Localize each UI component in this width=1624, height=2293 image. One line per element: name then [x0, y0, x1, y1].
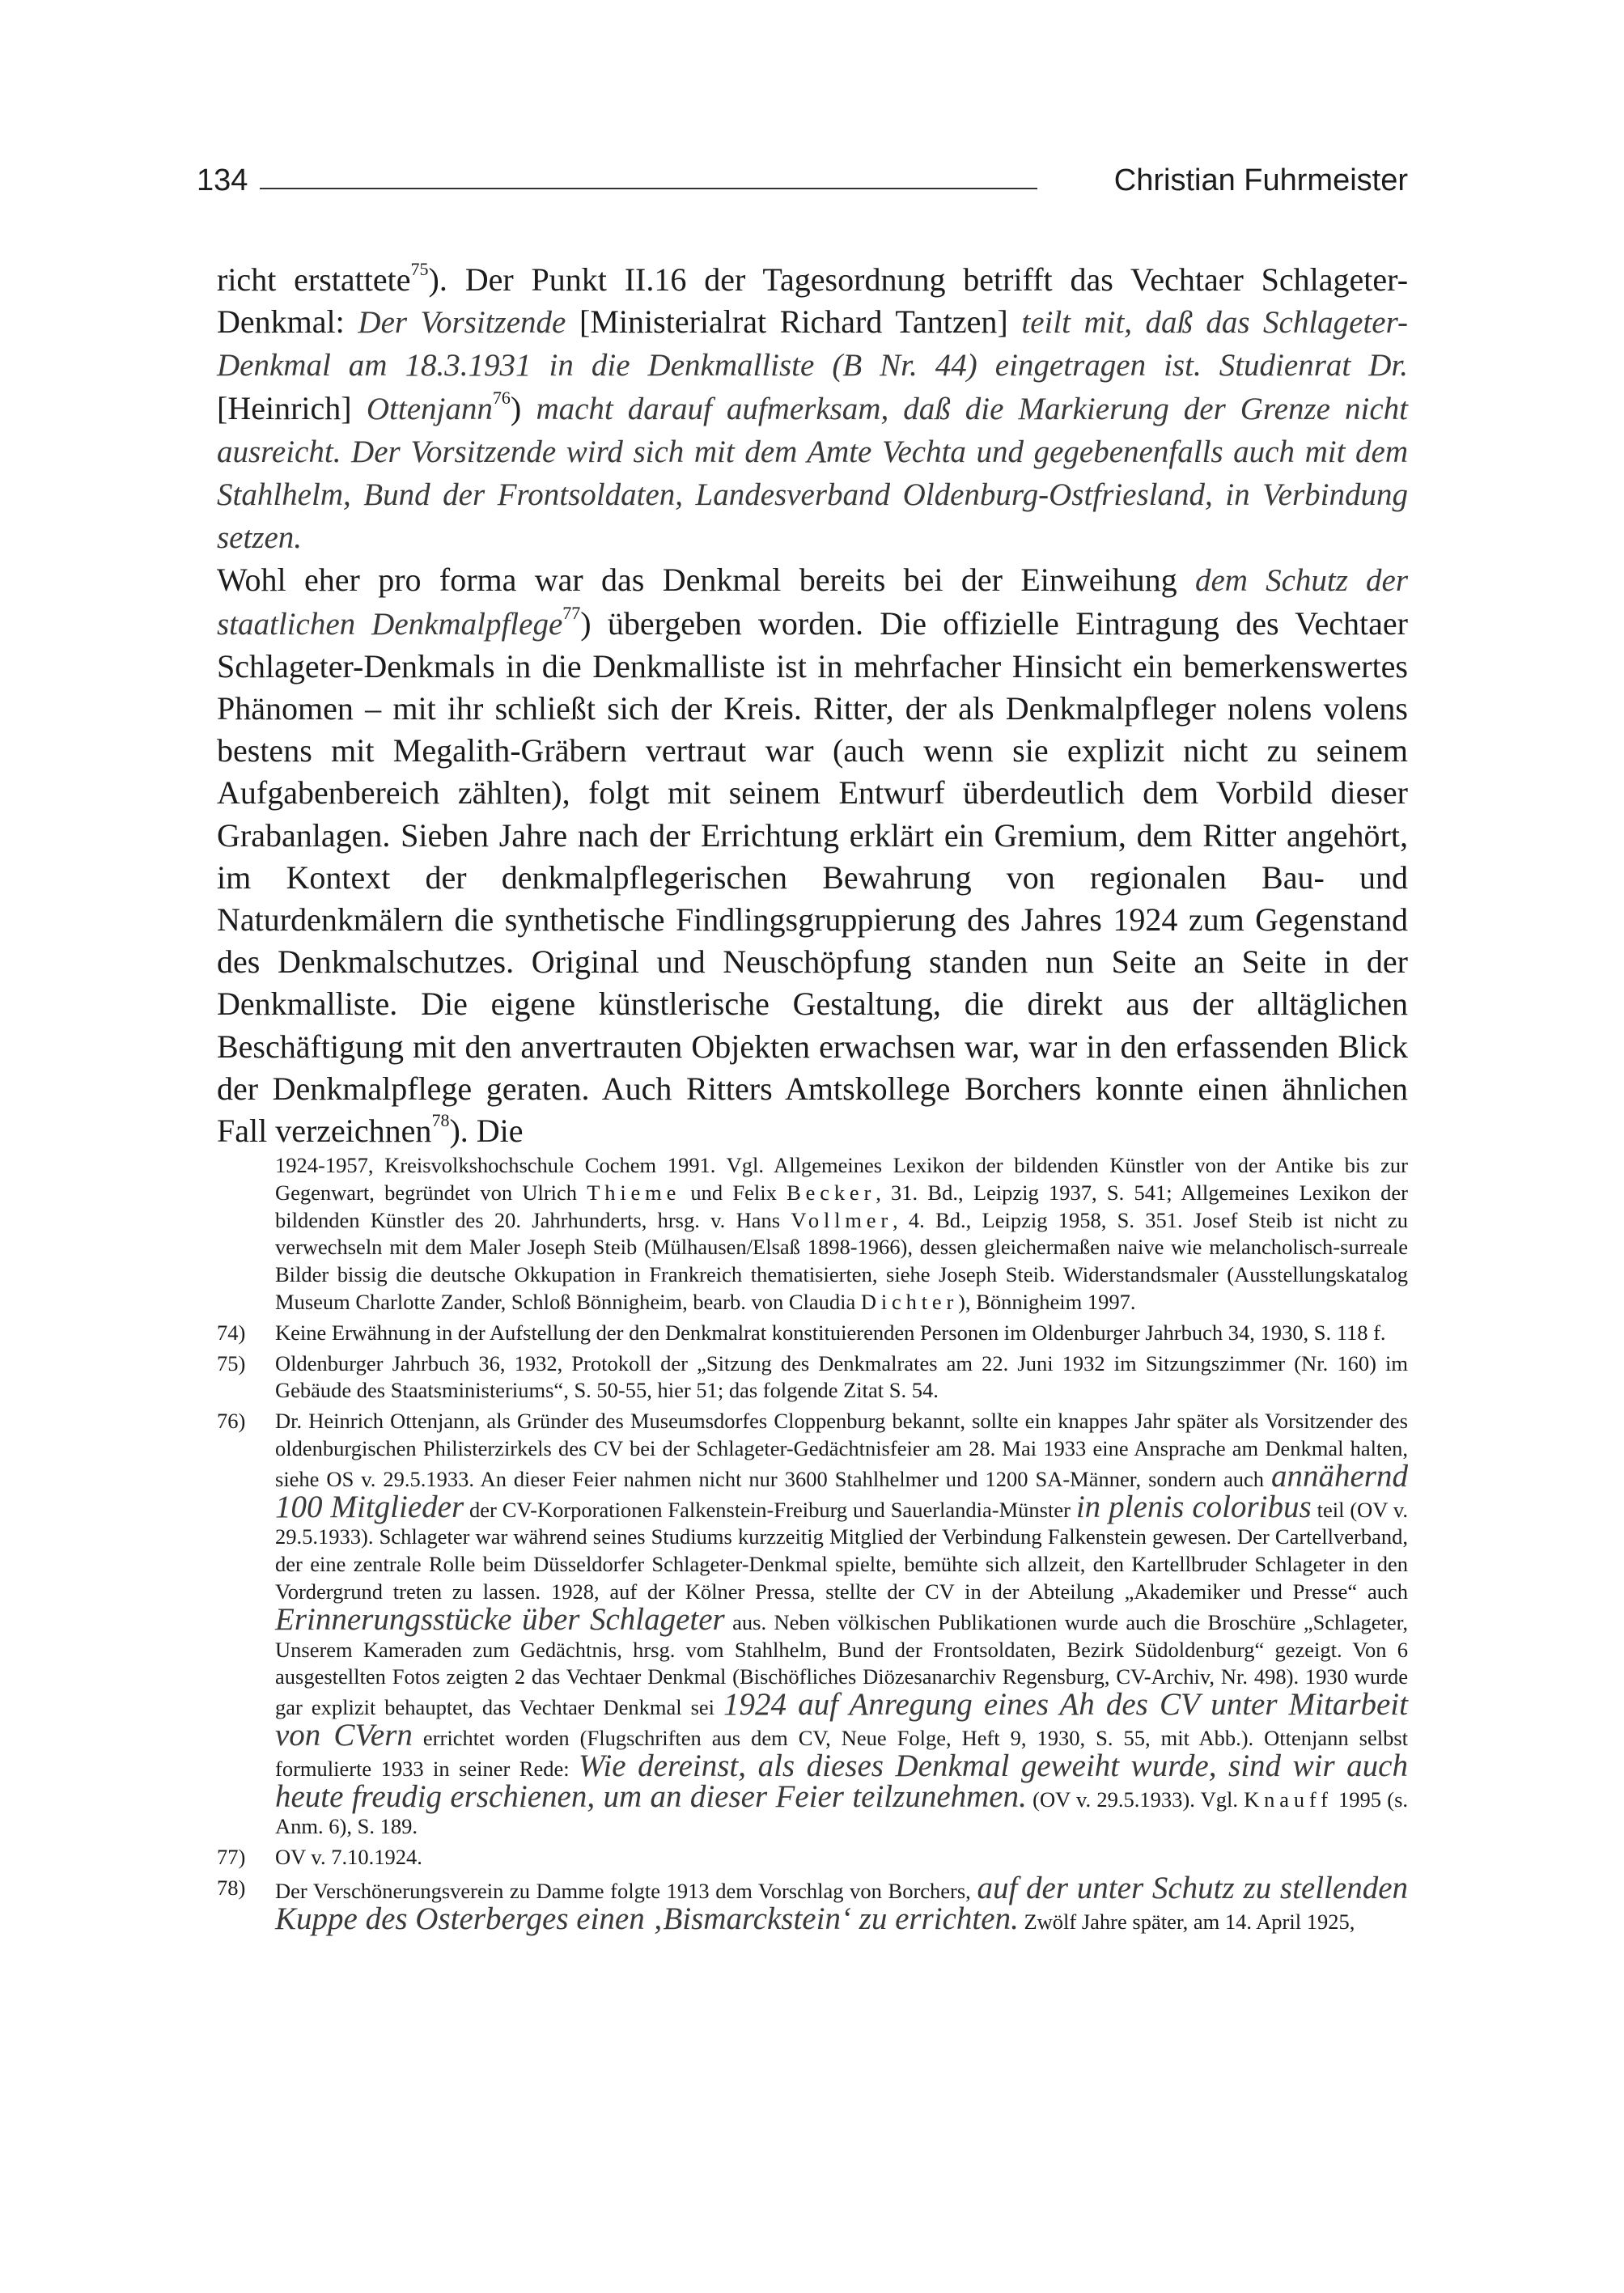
footnote-78 — [217, 1870, 1409, 1936]
text-span: ). Die — [449, 1113, 524, 1150]
text-span: ). Der Punkt II.16 der Tagesordnung betrifft das Vechtaer Schlageter-Denkmal: — [217, 261, 1409, 341]
footnote-number: 75) — [217, 1350, 246, 1375]
quote-italic: teilt mit, daß das Schlageter-Denkmal am 18.3.1931 in die Denkmalliste (B Nr. 44) eingetragen ist. Studienrat Dr. — [217, 305, 1408, 384]
text-span: [Ministerialrat Richard Tantzen] — [566, 303, 1022, 341]
text-span: [Heinrich] — [217, 389, 367, 426]
footnote-number — [217, 1152, 275, 1316]
footnotes — [217, 1152, 1408, 1936]
page-number: 134 — [197, 163, 248, 197]
footnote-ref-76: 76 — [492, 387, 511, 408]
quote-italic: Ottenjann — [366, 391, 493, 426]
body-paragraph — [217, 559, 1408, 1152]
footnote-75 — [217, 1350, 1408, 1405]
quote-paragraph — [217, 259, 1408, 559]
footnote-number: 76) — [217, 1409, 246, 1434]
footnote-number: 78) — [217, 1875, 246, 1900]
footnote-ref-75: 75 — [410, 259, 429, 280]
footnote-77 — [217, 1844, 1408, 1871]
text-span: Wohl eher pro forma war das Denkmal bereits bei der Einweihung — [217, 562, 1195, 599]
footnote-text: Der Verschönerungsverein zu Damme folgte 1913 dem Vorschlag von Borchers, auf der unter Schutz zu stellenden Kuppe des Osterberges einen ‚Bismarckstein‘ zu errichten. Zwölf Jahre später, am 14. April 1925, — [275, 1870, 1409, 1936]
text-span: ) übergeben worden. Die offizielle Eintragung des Vechtaer Schlageter-Denkmals in die Denkmalliste ist in mehrfacher Hinsicht ein bemerkenswertes Phänomen – mit ihr schließt sich der Kreis. Ritter, der als Denkmalpfleger nolens volens bestens mit Megalith-Gräbern vertraut war (auch wenn sie explizit nicht zu seinem Aufgabenbereich zählten), folgt mit seinem Entwurf überdeutlich dem Vorbild dieser Grabanlagen. Sieben Jahre nach der Errichtung erklärt ein Gremium, dem Ritter angehört, im Kontext der denkmalpflegerischen Bewahrung von regionalen Bau- und Naturdenkmälern die synthetische Findlingsgruppierung des Jahres 1924 zum Gegenstand des Denkmalschutzes. Original und Neuschöpfung standen nun Seite an Seite in der Denkmalliste. Die eigene künstlerische Gestaltung, die direkt aus der alltäglichen Beschäftigung mit den anvertrauten Objekten erwachsen war, war in den erfassenden Blick der Denkmalpflege geraten. Auch Ritters Amtskollege Borchers konnte einen ähnlichen Fall verzeichnen — [217, 604, 1408, 1150]
quote-italic: macht darauf aufmerksam, daß die Markierung der Grenze nicht ausreicht. Der Vorsitzende wird sich mit dem Amte Vechta und gegebenenfalls auch mit dem Stahlhelm, Bund der Frontsoldaten, Landesverband Oldenburg-Ostfriesland, in Verbindung setzen. — [217, 391, 1408, 556]
footnote-text: Dr. Heinrich Ottenjann, als Gründer des Museumsdorfes Cloppenburg bekannt, sollte ein knappes Jahr später als Vorsitzender des oldenburgischen Philisterzirkels des CV bei der Schlageter-Gedächtnisfeier am 28. Mai 1933 eine Ansprache am Denkmal halten, siehe OS v. 29.5.1933. An dieser Feier nahmen nicht nur 3600 Stahlhelmer und 1200 SA-Männer, sondern auch annähernd 100 Mitglieder der CV-Korporationen Falkenstein-Freiburg und Sauerlandia-Münster in plenis coloribus teil (OV v. 29.5.1933). Schlageter war während seines Studiums kurzzeitig Mitglied der Verbindung Falkenstein gewesen. Der Cartellverband, der eine zentrale Rolle beim Düsseldorfer Schlageter-Denkmal spielte, bemühte sich allzeit, den Kartellbruder Schlageter in den Vordergrund treten zu lassen. 1928, auf der Kölner Pressa, stellte der CV in der Abteilung „Akademiker und Presse“ auch Erinnerungsstücke über Schlageter aus. Neben völkischen Publikationen wurde auch die Broschüre „Schlageter, Unserem Kameraden zum Gedächtnis, hrsg. vom Stahlhelm, Bund der Frontsoldaten, Bezirk Südoldenburg“ gezeigt. Von 6 ausgestellten Fotos zeigten 2 das Vechtaer Denkmal (Bischöfliches Diözesanarchiv Regensburg, CV-Archiv, Nr. 498). 1930 wurde gar explizit behauptet, das Vechtaer Denkmal sei 1924 auf Anregung eines Ah des CV unter Mitarbeit von CVern errichtet worden (Flugschriften aus dem CV, Neue Folge, Heft 9, 1930, S. 55, mit Abb.). Ottenjann selbst formulierte 1933 in seiner Rede: Wie dereinst, als dieses Denkmal geweiht wurde, sind wir auch heute freudig erschienen, um an dieser Feier teilzunehmen. (OV v. 29.5.1933). Vgl. Knauff 1995 (s. Anm. 6), S. 189. — [275, 1409, 1409, 1839]
main-text — [217, 259, 1408, 1152]
text-span: richt erstattete — [217, 261, 411, 298]
footnote-73-continued — [217, 1152, 1408, 1316]
header-rule — [260, 188, 1037, 189]
footnote-number: 77) — [217, 1845, 246, 1870]
footnote-ref-78: 78 — [431, 1110, 450, 1131]
footnote-text: OV v. 7.10.1924. — [275, 1845, 422, 1870]
footnote-text: Oldenburger Jahrbuch 36, 1932, Protokoll der „Sitzung des Denkmalrates am 22. Juni 1932 im Sitzungszimmer (Nr. 160) im Gebäude des Staatsministeriums“, S. 50-55, hier 51; das folgende Zitat S. 54. — [275, 1350, 1408, 1403]
footnote-text: 1924-1957, Kreisvolkshochschule Cochem 1991. Vgl. Allgemeines Lexikon der bildenden Künstler von der Antike bis zur Gegenwart, begründet von Ulrich Thieme und Felix Becker, 31. Bd., Leipzig 1937, S. 541; Allgemeines Lexikon der bildenden Künstler des 20. Jahrhunderts, hrsg. v. Hans Vollmer, 4. Bd., Leipzig 1958, S. 351. Josef Steib ist nicht zu verwechseln mit dem Maler Joseph Steib (Mülhausen/Elsaß 1898-1966), dessen gleichermaßen naive wie melancholisch-surreale Bilder bissig die deutsche Okkupation in Frankreich thematisierten, siehe Joseph Steib. Widerstandsmaler (Ausstellungskatalog Museum Charlotte Zander, Schloß Bönnigheim, bearb. von Claudia Dichter), Bönnigheim 1997. — [275, 1153, 1408, 1314]
quote-italic: dem Schutz der staatlichen Denkmalpflege — [217, 563, 1408, 642]
footnote-ref-77: 77 — [562, 602, 581, 623]
footnote-number: 74) — [217, 1320, 246, 1345]
footnote-74 — [217, 1320, 1408, 1347]
text-span: ) — [510, 389, 536, 426]
quote-italic: Der Vorsitzende — [358, 305, 566, 341]
running-header — [197, 159, 1408, 207]
footnote-text: Keine Erwähnung in der Aufstellung der den Denkmalrat konstituierenden Personen im Oldenburger Jahrbuch 34, 1930, S. 118 f. — [275, 1320, 1386, 1345]
running-author: Christian Fuhrmeister — [1113, 163, 1408, 197]
footnote-76 — [217, 1408, 1408, 1841]
